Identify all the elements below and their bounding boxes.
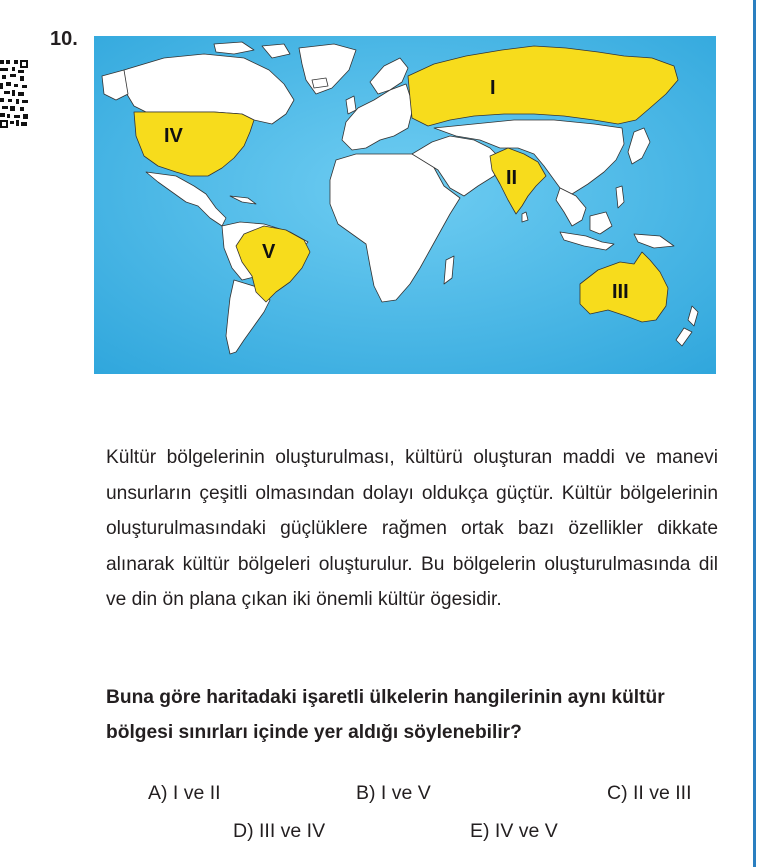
option-e[interactable]: E) IV ve V [470,820,558,842]
map-label-IV: IV [164,125,183,147]
option-a[interactable]: A) I ve II [148,782,221,804]
option-c[interactable]: C) II ve III [607,782,692,804]
question-prompt: Buna göre haritadaki işaretli ülkelerin hangilerinin aynı kültür bölgesi sınırları içinde yer aldığı söylenebilir? [106,687,665,743]
qr-code-icon [0,58,28,128]
map-label-V: V [262,241,276,263]
right-margin-line [753,0,756,867]
question-paragraph: Kültür bölgelerinin oluşturulması, kültürü oluşturan maddi ve manevi unsurların çeşitli olmasından dolayı oldukça güçtür. Kültür bölgelerinin oluşturulmasındaki güçlüklere rağmen ortak bazı özellikler dikkate alınarak kültür bölgeleri oluşturulur. Bu bölgelerin oluşturulmasında dil ve din ön plana çıkan iki önemli kültür ögesidir. [106,447,718,610]
map-label-III: III [612,281,629,303]
world-map [94,36,716,374]
option-d[interactable]: D) III ve IV [233,820,326,842]
map-label-II: II [506,167,518,189]
map-label-I: I [490,77,496,99]
question-number: 10. [50,28,78,50]
iceland [312,78,328,88]
option-b[interactable]: B) I ve V [356,782,431,804]
